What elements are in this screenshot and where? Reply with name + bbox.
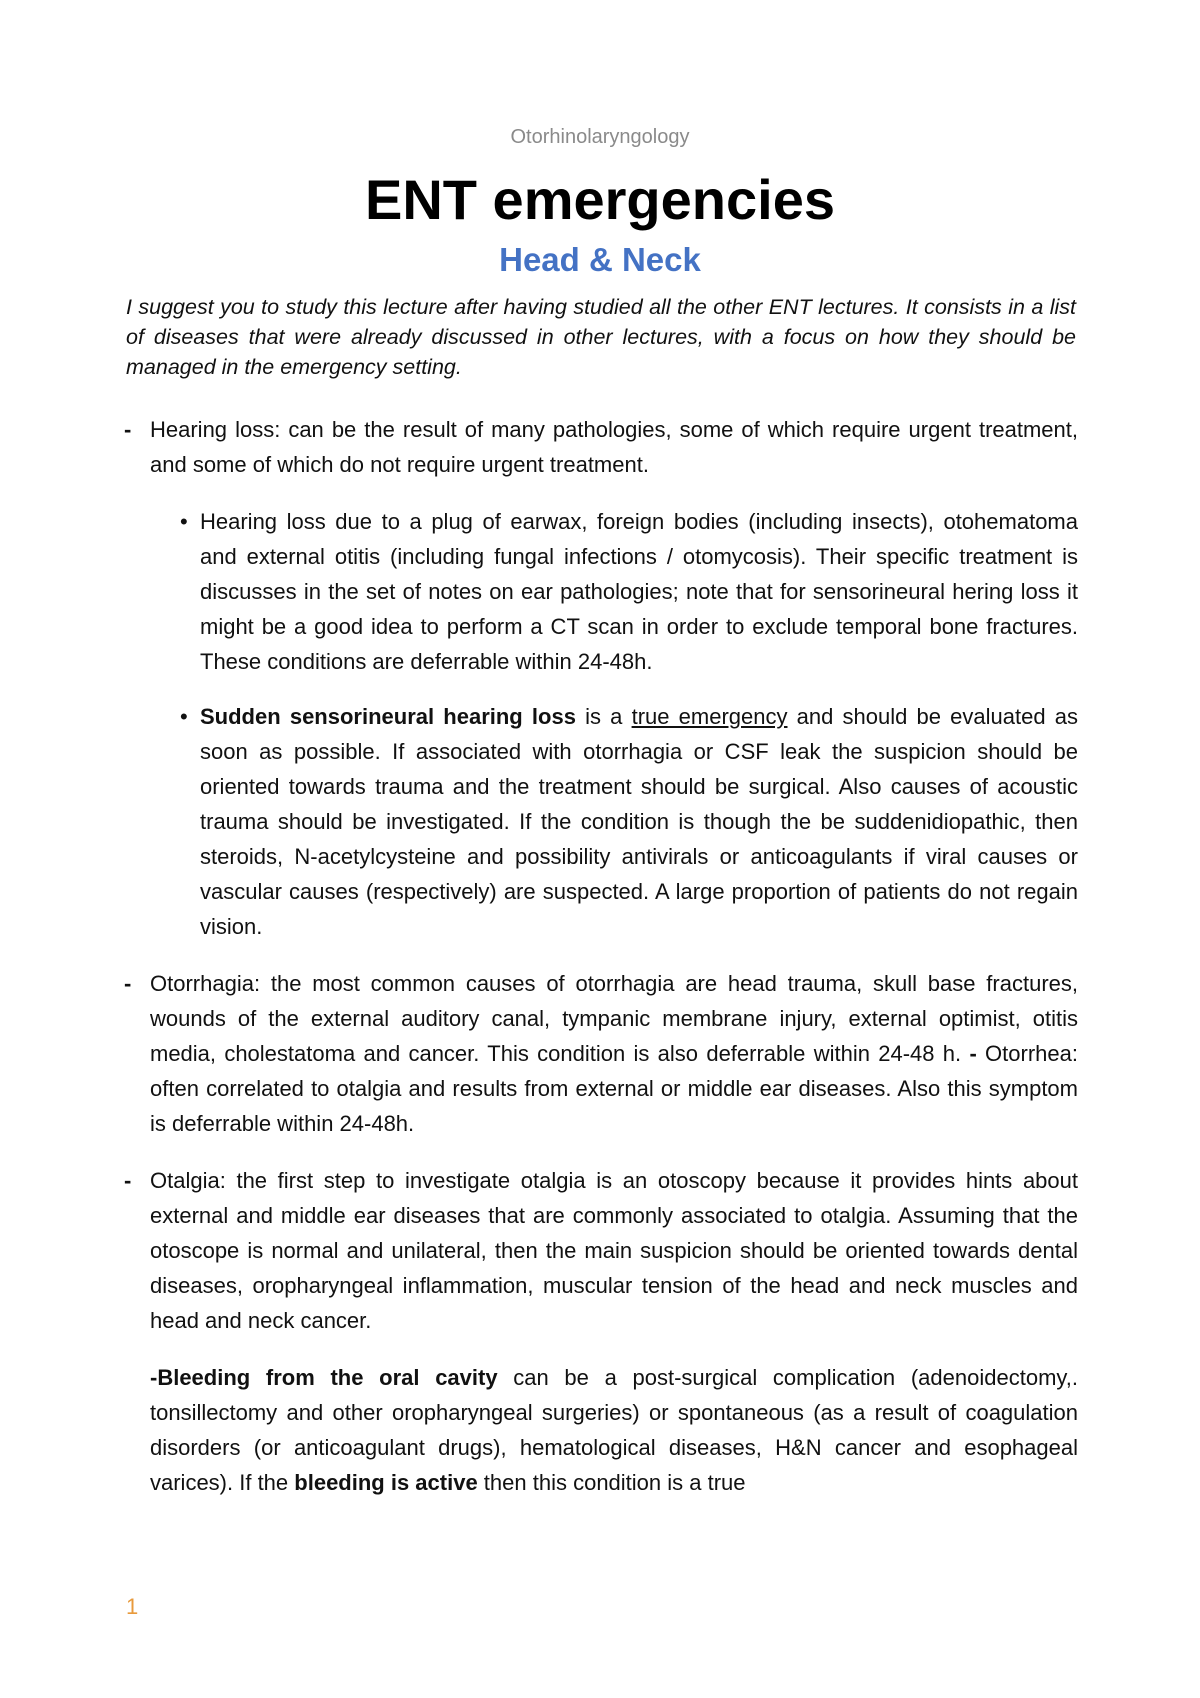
intro-paragraph: I suggest you to study this lecture after having studied all the other ENT lectures. It consists in a list of diseases that were already discussed in other lectures, with a focus on how they should be managed in the emergency setting. [126, 295, 1076, 379]
sub-item-sudden-hearing-loss [124, 699, 1078, 944]
page-title: ENT emergencies [365, 168, 835, 231]
text-span: Otorrhea: often correlated to otalgia and results from external or middle ear diseases. Also this symptom is deferrable within 24-48h. [150, 1041, 1078, 1136]
bullet-marker: • [180, 509, 188, 534]
list-item-otorrhagia [124, 966, 1078, 1141]
text-span: then this condition is a true [477, 1470, 746, 1495]
page-subtitle: Head & Neck [499, 241, 701, 278]
sub-item-earwax [124, 504, 1078, 679]
text-span: Otorrhagia: the most common causes of otorrhagia are head trauma, skull base fractures, wounds of the external auditory canal, tympanic membrane injury, external optimist, otitis media, cholestatoma and cancer. This condition is also deferrable within 24-48 h. [150, 971, 1078, 1066]
inline-dash: - [969, 1041, 977, 1066]
otalgia-text: Otalgia: the first step to investigate otalgia is an otoscopy because it provides hints about external and middle ear diseases that are commonly associated to otalgia. Assuming that the otoscope is normal and unilateral, then the main suspicion should be oriented towards dental diseases, oropharyngeal inflammation, muscular tension of the head and neck muscles and head and neck cancer. [150, 1168, 1078, 1333]
dash-marker: - [124, 417, 132, 442]
text-span: and should be evaluated as soon as possible. If associated with otorrhagia or CSF leak the suspicion should be oriented towards trauma and the treatment should be surgical. Also causes of acoustic trauma should be investigated. If the condition is though the be suddenidiopathic, then steroids, N-acetylcysteine and possibility antivirals or anticoagulants if viral causes or vascular causes (respectively) are suspected. A large proportion of patients do not regain vision. [200, 704, 1079, 939]
page-number: 1 [126, 1594, 139, 1619]
dash-marker: - [124, 971, 132, 996]
sudden-hearing-loss-text [200, 699, 1078, 944]
text-span: can be a post-surgical complication (adenoidectomy,. tonsillectomy and other oropharyngeal surgeries) or spontaneous (as a result of coagulation disorders (or anticoagulant drugs), hematological diseases, H&N cancer and esophageal varices). If the [150, 1365, 1078, 1495]
earwax-text: Hearing loss due to a plug of earwax, foreign bodies (including insects), otohematoma and external otitis (including fungal infections / otomycosis). Their specific treatment is discusses in the set of notes on ear pathologies; note that for sensorineural hering loss it might be a good idea to perform a CT scan in order to exclude temporal bone fractures. These conditions are deferrable within 24-48h. [200, 509, 1078, 674]
hearing-loss-text: Hearing loss: can be the result of many pathologies, some of which require urgent treatment, and some of which do not require urgent treatment. [150, 417, 1078, 477]
bullet-marker: • [180, 704, 188, 729]
dash-marker: - [124, 1168, 132, 1193]
document-body [124, 412, 1078, 1500]
otorrhagia-text [150, 966, 1078, 1141]
bold-term: Sudden sensorineural hearing loss [200, 704, 576, 729]
bold-term: -Bleeding from the oral cavity [150, 1365, 498, 1390]
list-item-otalgia [124, 1163, 1078, 1338]
list-item-hearing-loss [124, 412, 1078, 482]
bold-term: bleeding is active [294, 1470, 478, 1495]
text-span: is a [575, 704, 632, 729]
bleeding-paragraph [124, 1360, 1078, 1500]
underlined-term: true emergency [631, 704, 788, 729]
subject-header: Otorhinolaryngology [510, 126, 690, 148]
